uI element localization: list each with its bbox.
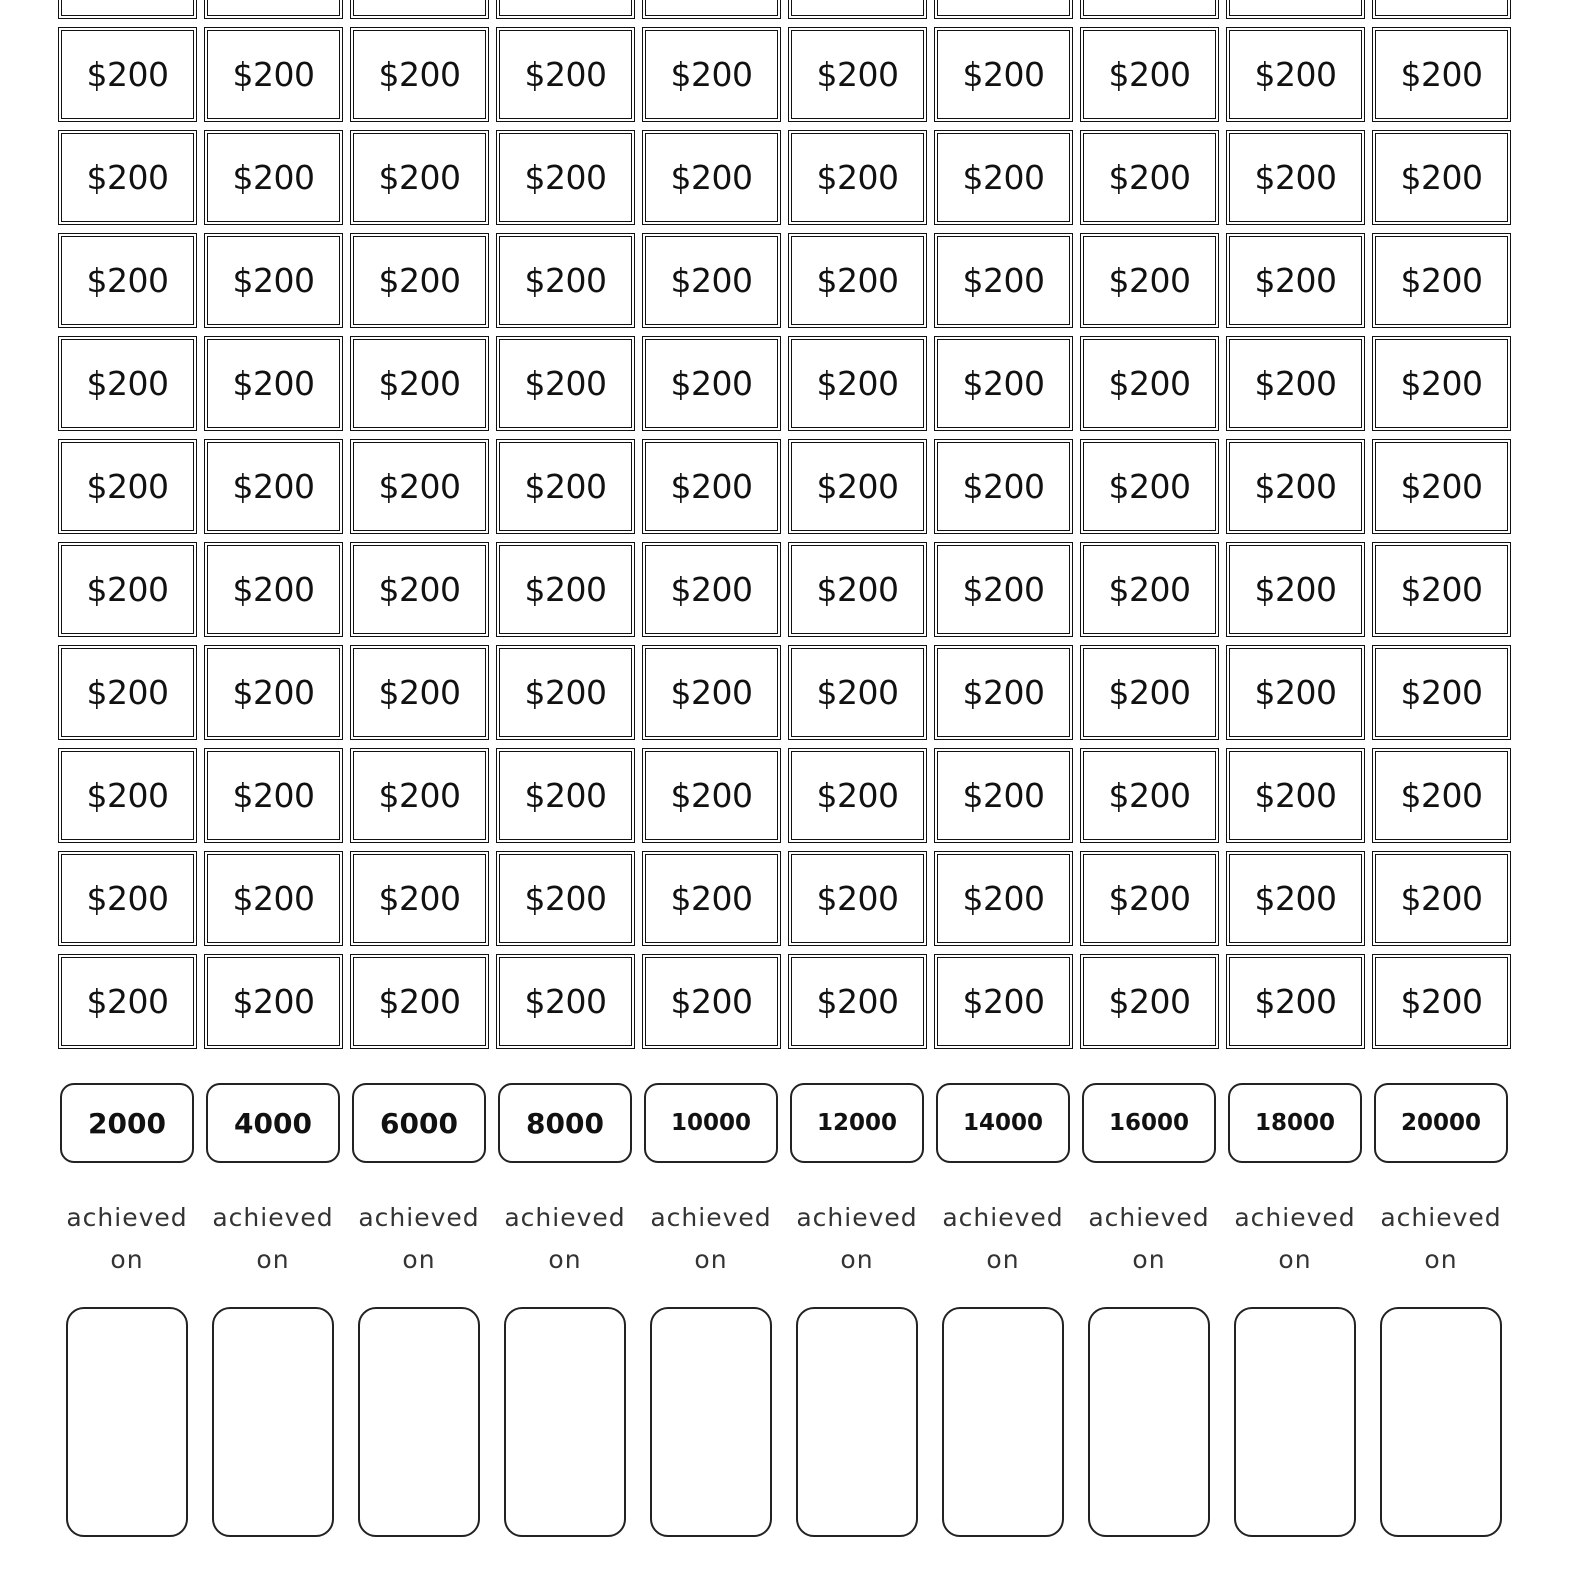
savings-cell[interactable]: $200 (1080, 542, 1219, 637)
achieved-label-line1: achieved (66, 1203, 188, 1232)
savings-cell[interactable]: $200 (934, 542, 1073, 637)
achieved-label-line1: achieved (1380, 1203, 1502, 1232)
achieved-label-line1: achieved (504, 1203, 626, 1232)
savings-cell[interactable]: $200 (1226, 130, 1365, 225)
achieved-label-line1: achieved (1088, 1203, 1210, 1232)
savings-cell[interactable]: $200 (642, 542, 781, 637)
milestone-column (1082, 1083, 1216, 1537)
savings-cell[interactable]: $200 (1372, 336, 1511, 431)
achieved-label-line2: on (694, 1245, 728, 1274)
achieved-date-box[interactable] (1088, 1307, 1210, 1537)
savings-cell[interactable]: $200 (934, 233, 1073, 328)
savings-cell[interactable] (496, 0, 635, 19)
achieved-label-line2: on (1132, 1245, 1166, 1274)
savings-cell[interactable] (642, 0, 781, 19)
savings-cell[interactable]: $200 (496, 233, 635, 328)
savings-cell[interactable]: $200 (934, 645, 1073, 740)
savings-cell[interactable]: $200 (204, 336, 343, 431)
savings-cell[interactable]: $200 (788, 645, 927, 740)
milestone-column (352, 1083, 486, 1537)
savings-cell[interactable]: $200 (642, 130, 781, 225)
milestone-goal: 6000 (352, 1083, 486, 1163)
savings-cell[interactable]: $200 (350, 233, 489, 328)
achieved-on-label (1082, 1197, 1216, 1287)
savings-cell[interactable]: $200 (1226, 645, 1365, 740)
savings-cell[interactable]: $200 (1372, 748, 1511, 843)
achieved-on-label (498, 1197, 632, 1287)
savings-cell[interactable]: $200 (642, 851, 781, 946)
milestone-column (644, 1083, 778, 1537)
savings-cell[interactable]: $200 (1080, 27, 1219, 122)
savings-cell[interactable]: $200 (58, 645, 197, 740)
savings-cell[interactable] (350, 0, 489, 19)
savings-cell[interactable]: $200 (1080, 851, 1219, 946)
savings-cell[interactable]: $200 (1226, 851, 1365, 946)
achieved-label-line1: achieved (358, 1203, 480, 1232)
achieved-label-line1: achieved (650, 1203, 772, 1232)
savings-cell[interactable]: $200 (642, 233, 781, 328)
savings-cell[interactable]: $200 (1080, 954, 1219, 1049)
savings-cell[interactable]: $200 (350, 27, 489, 122)
savings-cell[interactable] (1226, 0, 1365, 19)
savings-cell[interactable]: $200 (58, 542, 197, 637)
savings-cell[interactable]: $200 (1372, 954, 1511, 1049)
achieved-on-label (206, 1197, 340, 1287)
achieved-on-label (60, 1197, 194, 1287)
savings-cell[interactable] (1080, 0, 1219, 19)
achieved-date-box[interactable] (1234, 1307, 1356, 1537)
savings-cell[interactable]: $200 (204, 27, 343, 122)
milestone-column (498, 1083, 632, 1537)
milestone-goal: 8000 (498, 1083, 632, 1163)
savings-cell[interactable] (934, 0, 1073, 19)
milestone-goal: 18000 (1228, 1083, 1362, 1163)
savings-cell[interactable]: $200 (58, 336, 197, 431)
achieved-label-line1: achieved (1234, 1203, 1356, 1232)
savings-cell[interactable]: $200 (1080, 233, 1219, 328)
achieved-label-line2: on (986, 1245, 1020, 1274)
savings-cell[interactable]: $200 (350, 954, 489, 1049)
savings-cell[interactable] (204, 0, 343, 19)
savings-cell[interactable]: $200 (204, 748, 343, 843)
achieved-label-line1: achieved (212, 1203, 334, 1232)
milestone-goal: 2000 (60, 1083, 194, 1163)
achieved-date-box[interactable] (796, 1307, 918, 1537)
milestone-goal: 20000 (1374, 1083, 1508, 1163)
savings-cell[interactable]: $200 (934, 130, 1073, 225)
achieved-label-line2: on (110, 1245, 144, 1274)
savings-cell[interactable]: $200 (1226, 954, 1365, 1049)
savings-cell[interactable] (58, 0, 197, 19)
achieved-date-box[interactable] (504, 1307, 626, 1537)
milestones-row (60, 1083, 1508, 1537)
savings-cell[interactable] (788, 0, 927, 19)
milestone-goal: 12000 (790, 1083, 924, 1163)
savings-cell[interactable]: $200 (58, 954, 197, 1049)
savings-cell[interactable]: $200 (1226, 542, 1365, 637)
savings-cell[interactable]: $200 (496, 645, 635, 740)
savings-cell[interactable]: $200 (58, 27, 197, 122)
savings-cell[interactable]: $200 (496, 542, 635, 637)
savings-cell[interactable]: $200 (350, 130, 489, 225)
savings-cell[interactable]: $200 (1372, 130, 1511, 225)
achieved-date-box[interactable] (942, 1307, 1064, 1537)
savings-cell[interactable]: $200 (934, 27, 1073, 122)
savings-cell[interactable]: $200 (496, 336, 635, 431)
savings-cell[interactable]: $200 (496, 748, 635, 843)
savings-cell[interactable]: $200 (1372, 542, 1511, 637)
savings-grid (58, 0, 1511, 1049)
savings-cell[interactable]: $200 (496, 954, 635, 1049)
savings-cell[interactable]: $200 (58, 130, 197, 225)
savings-cell[interactable]: $200 (642, 645, 781, 740)
milestone-column (1374, 1083, 1508, 1537)
savings-cell[interactable]: $200 (204, 851, 343, 946)
achieved-date-box[interactable] (358, 1307, 480, 1537)
achieved-date-box[interactable] (650, 1307, 772, 1537)
savings-cell[interactable]: $200 (58, 233, 197, 328)
milestone-column (936, 1083, 1070, 1537)
savings-cell[interactable]: $200 (1080, 439, 1219, 534)
savings-cell[interactable]: $200 (1372, 27, 1511, 122)
savings-cell[interactable]: $200 (642, 748, 781, 843)
savings-cell[interactable]: $200 (204, 233, 343, 328)
milestone-goal: 10000 (644, 1083, 778, 1163)
achieved-on-label (1374, 1197, 1508, 1287)
milestone-goal: 16000 (1082, 1083, 1216, 1163)
achieved-label-line2: on (256, 1245, 290, 1274)
savings-cell[interactable]: $200 (58, 748, 197, 843)
savings-cell[interactable]: $200 (788, 954, 927, 1049)
savings-cell[interactable]: $200 (350, 542, 489, 637)
savings-cell[interactable]: $200 (788, 27, 927, 122)
savings-cell[interactable]: $200 (204, 542, 343, 637)
milestone-goal: 14000 (936, 1083, 1070, 1163)
savings-cell[interactable]: $200 (1372, 645, 1511, 740)
savings-cell[interactable]: $200 (350, 439, 489, 534)
achieved-label-line1: achieved (942, 1203, 1064, 1232)
savings-cell[interactable]: $200 (1080, 645, 1219, 740)
savings-cell[interactable]: $200 (788, 336, 927, 431)
achieved-date-box[interactable] (66, 1307, 188, 1537)
savings-cell[interactable]: $200 (788, 542, 927, 637)
savings-cell[interactable]: $200 (788, 748, 927, 843)
achieved-on-label (1228, 1197, 1362, 1287)
savings-cell[interactable]: $200 (496, 851, 635, 946)
achieved-label-line2: on (1278, 1245, 1312, 1274)
savings-cell[interactable]: $200 (1080, 336, 1219, 431)
milestone-column (206, 1083, 340, 1537)
savings-cell[interactable]: $200 (788, 130, 927, 225)
savings-cell[interactable]: $200 (1372, 233, 1511, 328)
savings-cell[interactable]: $200 (642, 439, 781, 534)
savings-cell[interactable]: $200 (496, 439, 635, 534)
savings-cell[interactable]: $200 (788, 439, 927, 534)
savings-cell[interactable] (1372, 0, 1511, 19)
savings-cell[interactable]: $200 (642, 954, 781, 1049)
achieved-label-line2: on (548, 1245, 582, 1274)
savings-cell[interactable]: $200 (350, 336, 489, 431)
achieved-on-label (790, 1197, 924, 1287)
savings-cell[interactable]: $200 (642, 336, 781, 431)
achieved-label-line2: on (402, 1245, 436, 1274)
savings-cell[interactable]: $200 (1080, 130, 1219, 225)
achieved-label-line1: achieved (796, 1203, 918, 1232)
savings-cell[interactable]: $200 (58, 439, 197, 534)
savings-cell[interactable]: $200 (1080, 748, 1219, 843)
savings-cell[interactable]: $200 (934, 851, 1073, 946)
savings-cell[interactable]: $200 (350, 851, 489, 946)
savings-cell[interactable]: $200 (1226, 748, 1365, 843)
achieved-label-line2: on (840, 1245, 874, 1274)
savings-cell[interactable]: $200 (1226, 439, 1365, 534)
savings-cell[interactable]: $200 (934, 748, 1073, 843)
achieved-on-label (644, 1197, 778, 1287)
savings-cell[interactable]: $200 (496, 130, 635, 225)
savings-cell[interactable]: $200 (350, 748, 489, 843)
savings-cell[interactable]: $200 (204, 439, 343, 534)
milestone-column (1228, 1083, 1362, 1537)
savings-cell[interactable]: $200 (788, 851, 927, 946)
savings-cell[interactable]: $200 (642, 27, 781, 122)
milestone-column (790, 1083, 924, 1537)
savings-cell[interactable]: $200 (204, 645, 343, 740)
savings-cell[interactable]: $200 (1226, 336, 1365, 431)
savings-cell[interactable]: $200 (1226, 27, 1365, 122)
milestone-column (60, 1083, 194, 1537)
savings-cell[interactable]: $200 (496, 27, 635, 122)
savings-cell[interactable]: $200 (1226, 233, 1365, 328)
milestone-goal: 4000 (206, 1083, 340, 1163)
savings-cell[interactable]: $200 (1372, 439, 1511, 534)
savings-cell[interactable]: $200 (204, 954, 343, 1049)
achieved-on-label (352, 1197, 486, 1287)
savings-cell[interactable]: $200 (350, 645, 489, 740)
savings-cell[interactable]: $200 (204, 130, 343, 225)
achieved-date-box[interactable] (212, 1307, 334, 1537)
achieved-on-label (936, 1197, 1070, 1287)
savings-cell[interactable]: $200 (788, 233, 927, 328)
savings-cell[interactable]: $200 (934, 439, 1073, 534)
achieved-label-line2: on (1424, 1245, 1458, 1274)
savings-cell[interactable]: $200 (1372, 851, 1511, 946)
savings-cell[interactable]: $200 (58, 851, 197, 946)
savings-cell[interactable]: $200 (934, 336, 1073, 431)
achieved-date-box[interactable] (1380, 1307, 1502, 1537)
savings-cell[interactable]: $200 (934, 954, 1073, 1049)
